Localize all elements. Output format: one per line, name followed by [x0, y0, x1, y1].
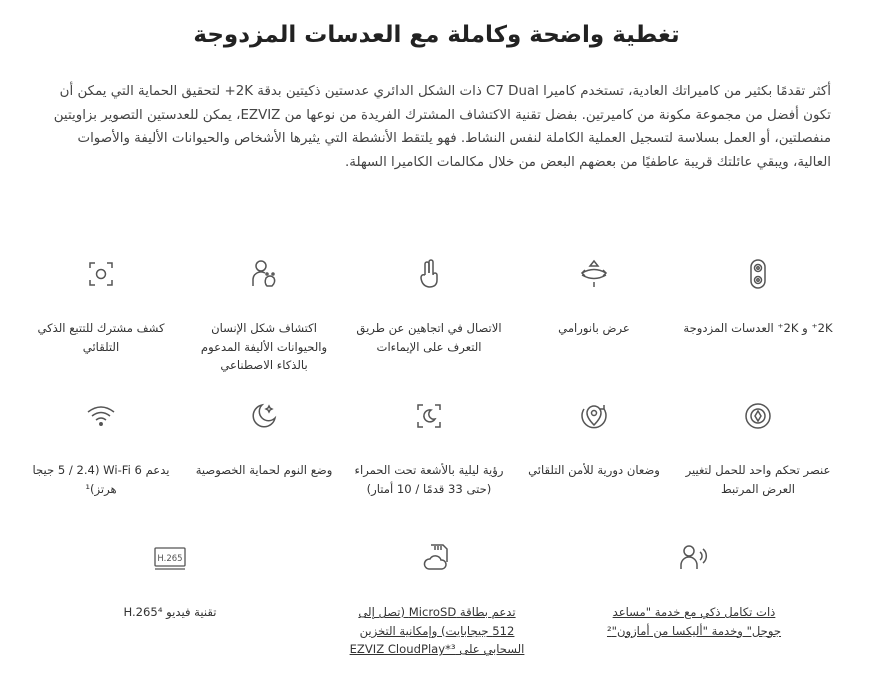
feature-label: عنصر تحكم واحد للحمل لتغيير العرض المرتبط [685, 463, 831, 496]
section-title: تغطية واضحة وكاملة مع العدسات المزدوجة [193, 22, 680, 48]
feature-label: وضعان دورية للأمن التلقائي [528, 463, 660, 477]
voice-assistant-link[interactable]: ذات تكامل ذكي مع خدمة "مساعد جوجل" وخدمة "أليكسا من أمازون"² [606, 605, 782, 638]
dual-lens-icon [740, 256, 776, 292]
feature-label: يدعم Wi-Fi 6 ‏(2.4 / 5 جيجا هرتز)¹ [32, 463, 170, 496]
h265-icon [152, 540, 188, 576]
human-pet-icon [246, 256, 282, 292]
section-intro: أكثر تقدمًا بكثير من كاميراتك العادية، تستخدم كاميرا C7 Dual ذات الشكل الدائري عدستين ذكيتين بدقة 2K+ لتحقيق الحماية التي يمكن أن تكون أفضل من مجموعة مكونة من كاميرتين. بفضل تقنية الاكتشاف المشترك الفريدة من نوعها من EZVIZ، يمكن للعدستين التصوير بزاويتين منفصلتين، أو العمل بسلاسة لتسجيل العملية الكاملة لنفس النشاط. فهو يلتقط الأنشطة التي يثيرها الأشخاص والحيوانات الأليفة والأصوات العالية، ويبقي عائلتك قريبة عاطفيًا من بعضهم البعض من خلال مكالمات الكاميرا السهلة. [53, 84, 831, 170]
h265-icon-text: H.265 [157, 554, 183, 564]
feature-dual-lens [683, 256, 833, 338]
feature-storage[interactable] [347, 540, 527, 659]
joystick-icon [740, 398, 776, 434]
feature-label: رؤية ليلية بالأشعة تحت الحمراء (حتى 33 قدمًا / 10 أمتار) [354, 463, 504, 496]
feature-gesture-call [354, 256, 504, 356]
sd-card-cloud-icon [419, 540, 455, 576]
hand-gesture-icon [411, 256, 447, 292]
feature-label: اكتشاف شكل الإنسان والحيوانات الأليفة المدعوم بالذكاء الاصطناعي [200, 321, 328, 372]
wifi-icon [83, 398, 119, 434]
moon-icon [246, 398, 282, 434]
feature-label: وضع النوم لحماية الخصوصية [195, 463, 333, 477]
focus-frame-icon [83, 256, 119, 292]
storage-link[interactable]: تدعم بطاقة MicroSD (تصل إلى 512 جيجابايت) وإمكانية التخزين السحابي على EZVIZ CloudPlay*³ [349, 605, 525, 656]
feature-voice-assistant[interactable] [604, 540, 784, 640]
feature-label: عرض بانورامي [558, 321, 630, 335]
night-vision-icon [411, 398, 447, 434]
feature-ai-detection [189, 256, 339, 375]
feature-label: 2K⁺ و 2K⁺ العدسات المزدوجة [683, 321, 833, 335]
panorama-icon [576, 256, 612, 292]
feature-h265 [80, 540, 260, 622]
feature-auto-patrol [519, 398, 669, 480]
feature-label: الاتصال في اتجاهين عن طريق التعرف على الإيماءات [356, 321, 502, 354]
feature-night-vision [354, 398, 504, 498]
feature-panoramic [519, 256, 669, 338]
voice-assistant-icon [676, 540, 712, 576]
feature-sleep-mode [189, 398, 339, 480]
feature-label: تقنية فيديو H.265⁴ [123, 605, 217, 619]
feature-single-control [683, 398, 833, 498]
feature-label: كشف مشترك للتتبع الذكي التلقائي [37, 321, 165, 354]
feature-wifi6 [26, 398, 176, 498]
feature-smart-tracking [26, 256, 176, 356]
patrol-location-icon [576, 398, 612, 434]
